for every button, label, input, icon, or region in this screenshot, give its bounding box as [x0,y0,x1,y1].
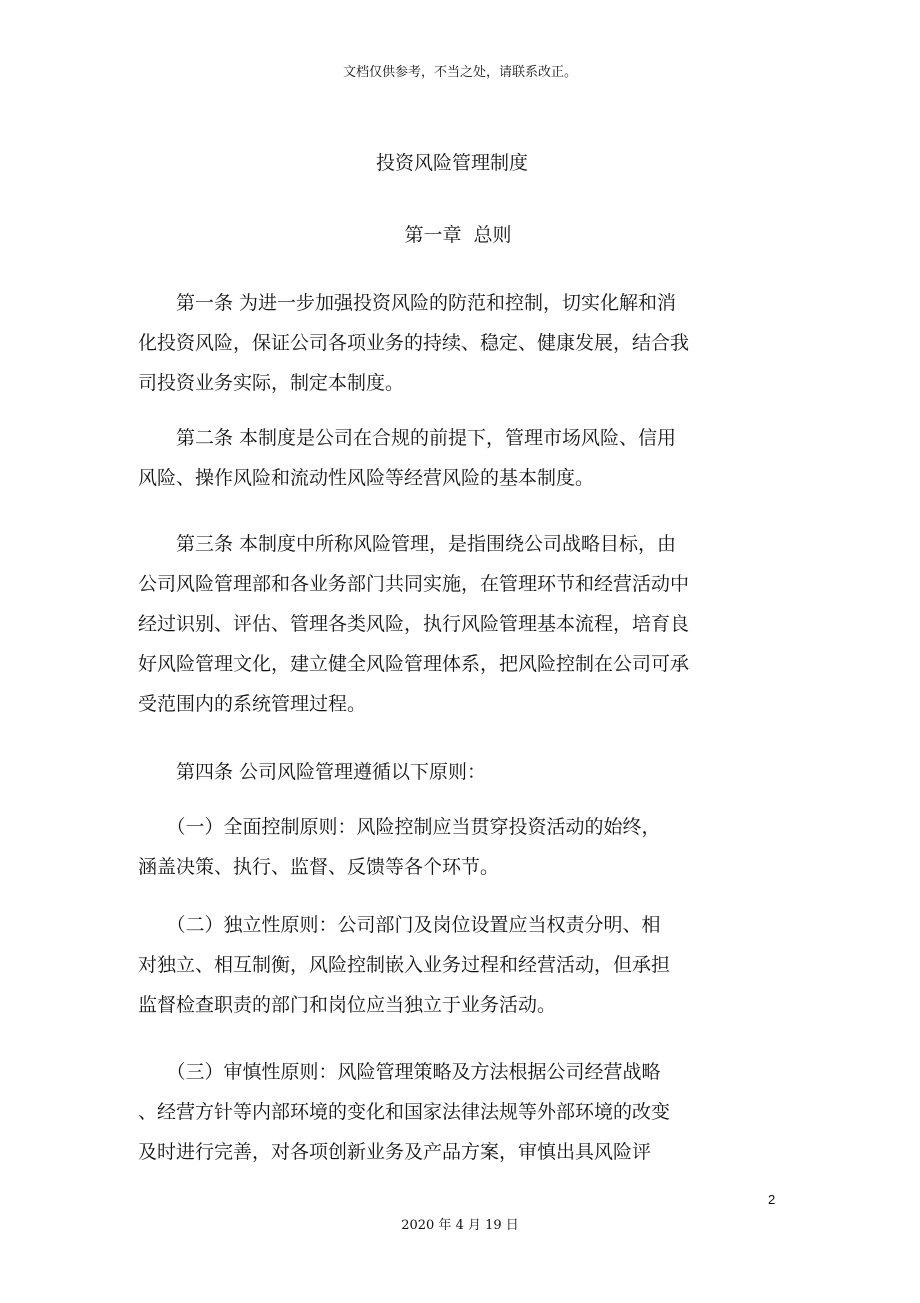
article-4 [138,752,738,792]
text-line: 经过识别、评估、管理各类风险，执行风险管理基本流程，培育良 [138,613,690,635]
text-line: （二）独立性原则：公司部门及岗位设置应当权责分明、相 [138,914,661,936]
text-line: 公司风险管理部和各业务部门共同实施，在管理环节和经营活动中 [138,573,690,595]
text-line: 受范围内的系统管理过程。 [138,693,367,715]
page-number: 2 [768,1192,776,1207]
text-line: （三）审慎性原则：风险管理策略及方法根据公司经营战略 [138,1061,661,1083]
text-line: 第四条 公司风险管理遵循以下原则： [138,761,487,783]
text-line: 监督检查职责的部门和岗位应当独立于业务活动。 [138,994,557,1016]
text-line: 、经营方针等内部环境的变化和国家法律法规等外部环境的改变 [138,1101,671,1123]
article-1 [138,283,738,403]
article-2 [138,418,738,498]
footer-date: 2020 年 4 月 19 日 [401,1218,519,1233]
chapter-title: 第一章 总则 [404,224,512,246]
document-title: 投资风险管理制度 [375,152,528,174]
text-line: （一）全面控制原则：风险控制应当贯穿投资活动的始终， [138,816,661,838]
text-line: 化投资风险，保证公司各项业务的持续、稳定、健康发展，结合我 [138,332,690,354]
principle-2 [138,905,738,1025]
text-line: 及时进行完善，对各项创新业务及产品方案，审慎出具风险评 [138,1141,652,1163]
text-line: 第一条 为进一步加强投资风险的防范和控制，切实化解和消 [138,292,677,314]
text-line: 对独立、相互制衡，风险控制嵌入业务过程和经营活动，但承担 [138,954,671,976]
text-line: 风险、操作风险和流动性风险等经营风险的基本制度。 [138,467,595,489]
text-line: 第三条 本制度中所称风险管理，是指围绕公司战略目标，由 [138,533,677,555]
text-line: 涵盖决策、执行、监督、反馈等各个环节。 [138,856,500,878]
text-line: 司投资业务实际，制定本制度。 [138,372,405,394]
text-line: 好风险管理文化，建立健全风险管理体系，把风险控制在公司可承 [138,653,690,675]
principle-1 [138,807,738,887]
text-line: 第二条 本制度是公司在合规的前提下，管理市场风险、信用 [138,427,677,449]
document-header-note: 文档仅供参考，不当之处，请联系改正。 [342,65,577,80]
article-3 [138,524,738,724]
principle-3 [138,1052,738,1172]
